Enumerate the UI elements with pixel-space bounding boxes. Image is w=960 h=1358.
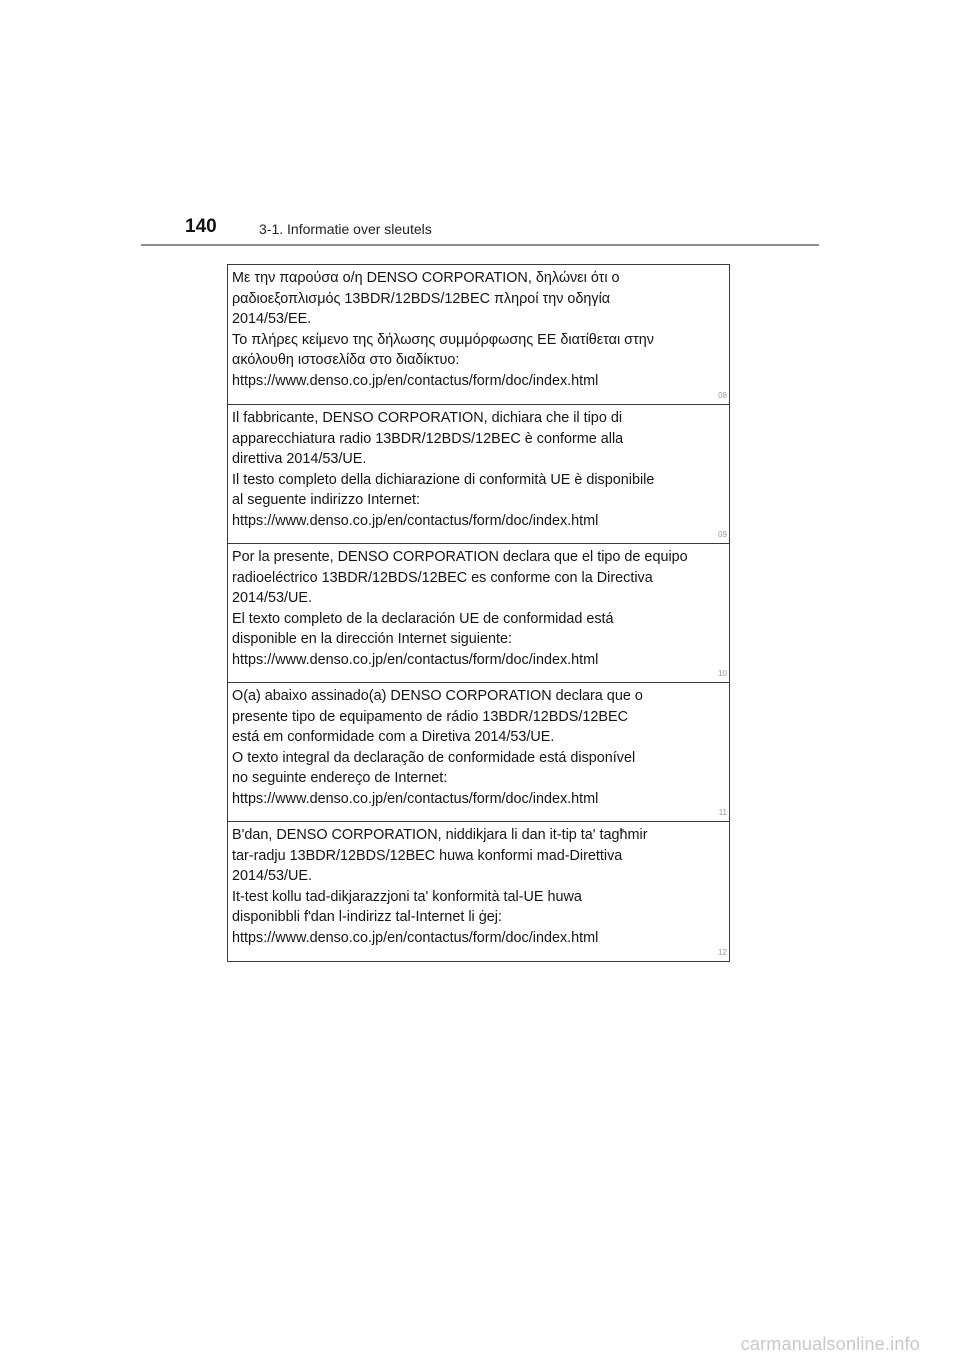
row-code: 09 <box>718 530 727 539</box>
declaration-row <box>228 265 729 404</box>
declaration-line: https://www.denso.co.jp/en/contactus/form/doc/index.html <box>232 790 599 807</box>
page-number: 140 <box>185 216 217 237</box>
declaration-row <box>228 682 729 821</box>
declaration-row <box>228 404 729 543</box>
declaration-line: disponibbli f'dan l-indirizz tal-Internet li ġej: <box>232 909 502 925</box>
declaration-line: direttiva 2014/53/UE. <box>232 451 367 467</box>
declaration-line: radioeléctrico 13BDR/12BDS/12BEC es conforme con la Directiva <box>232 569 653 586</box>
declaration-line: https://www.denso.co.jp/en/contactus/form/doc/index.html <box>232 651 599 668</box>
declaration-line: 2014/53/UE. <box>232 590 313 606</box>
declaration-line: Il testo completo della dichiarazione di conformità UE è disponibile <box>232 471 655 488</box>
declaration-row <box>228 543 729 682</box>
declaration-row <box>228 821 729 961</box>
declaration-line: https://www.denso.co.jp/en/contactus/form/doc/index.html <box>232 512 599 529</box>
declaration-line: disponible en la dirección Internet siguiente: <box>232 631 512 647</box>
declaration-line: B'dan, DENSO CORPORATION, niddikjara li dan it-tip ta' tagħmir <box>232 827 648 843</box>
declaration-line: no seguinte endereço de Internet: <box>232 770 448 786</box>
row-code: 12 <box>718 948 727 957</box>
declaration-line: El texto completo de la declaración UE de conformidad está <box>232 610 614 627</box>
declaration-line: apparecchiatura radio 13BDR/12BDS/12BEC è conforme alla <box>232 430 624 447</box>
declaration-line: O(a) abaixo assinado(a) DENSO CORPORATION declara que o <box>232 688 643 704</box>
declaration-table <box>227 264 730 962</box>
declaration-line: O texto integral da declaração de conformidade está disponível <box>232 749 636 766</box>
declaration-line: ακόλουθη ιστοσελίδα στο διαδίκτυο: <box>232 352 460 368</box>
declaration-line: Por la presente, DENSO CORPORATION declara que el tipo de equipo <box>232 549 688 565</box>
declaration-line: 2014/53/ΕΕ. <box>232 311 312 327</box>
declaration-line: https://www.denso.co.jp/en/contactus/form/doc/index.html <box>232 929 599 946</box>
row-code: 08 <box>718 391 727 400</box>
declaration-line: está em conformidade com a Diretiva 2014/53/UE. <box>232 729 555 745</box>
row-code: 10 <box>718 669 727 678</box>
declaration-line: presente tipo de equipamento de rádio 13BDR/12BDS/12BEC <box>232 708 628 725</box>
declaration-line: Με την παρούσα ο/η DENSO CORPORATION, δηλώνει ότι ο <box>232 270 620 286</box>
declaration-line: ραδιοεξοπλισμός 13BDR/12BDS/12BEC πληροί την οδηγία <box>232 290 611 307</box>
declaration-line: It-test kollu tad-dikjarazzjoni ta' konformità tal-UE huwa <box>232 888 582 905</box>
declaration-line: tar-radju 13BDR/12BDS/12BEC huwa konformi mad-Direttiva <box>232 847 623 864</box>
row-code: 11 <box>718 808 727 817</box>
watermark-text: carmanualsonline.info <box>740 1334 920 1354</box>
page-header <box>141 210 819 246</box>
declaration-line: Il fabbricante, DENSO CORPORATION, dichiara che il tipo di <box>232 410 623 426</box>
declaration-line: al seguente indirizzo Internet: <box>232 492 420 508</box>
declaration-line: https://www.denso.co.jp/en/contactus/form/doc/index.html <box>232 372 599 389</box>
section-title: 3-1. Informatie over sleutels <box>259 221 432 237</box>
declaration-line: 2014/53/UE. <box>232 868 313 884</box>
declaration-line: Το πλήρες κείμενο της δήλωσης συμμόρφωσης ΕΕ διατίθεται στην <box>232 331 654 348</box>
header-divider <box>141 244 819 246</box>
